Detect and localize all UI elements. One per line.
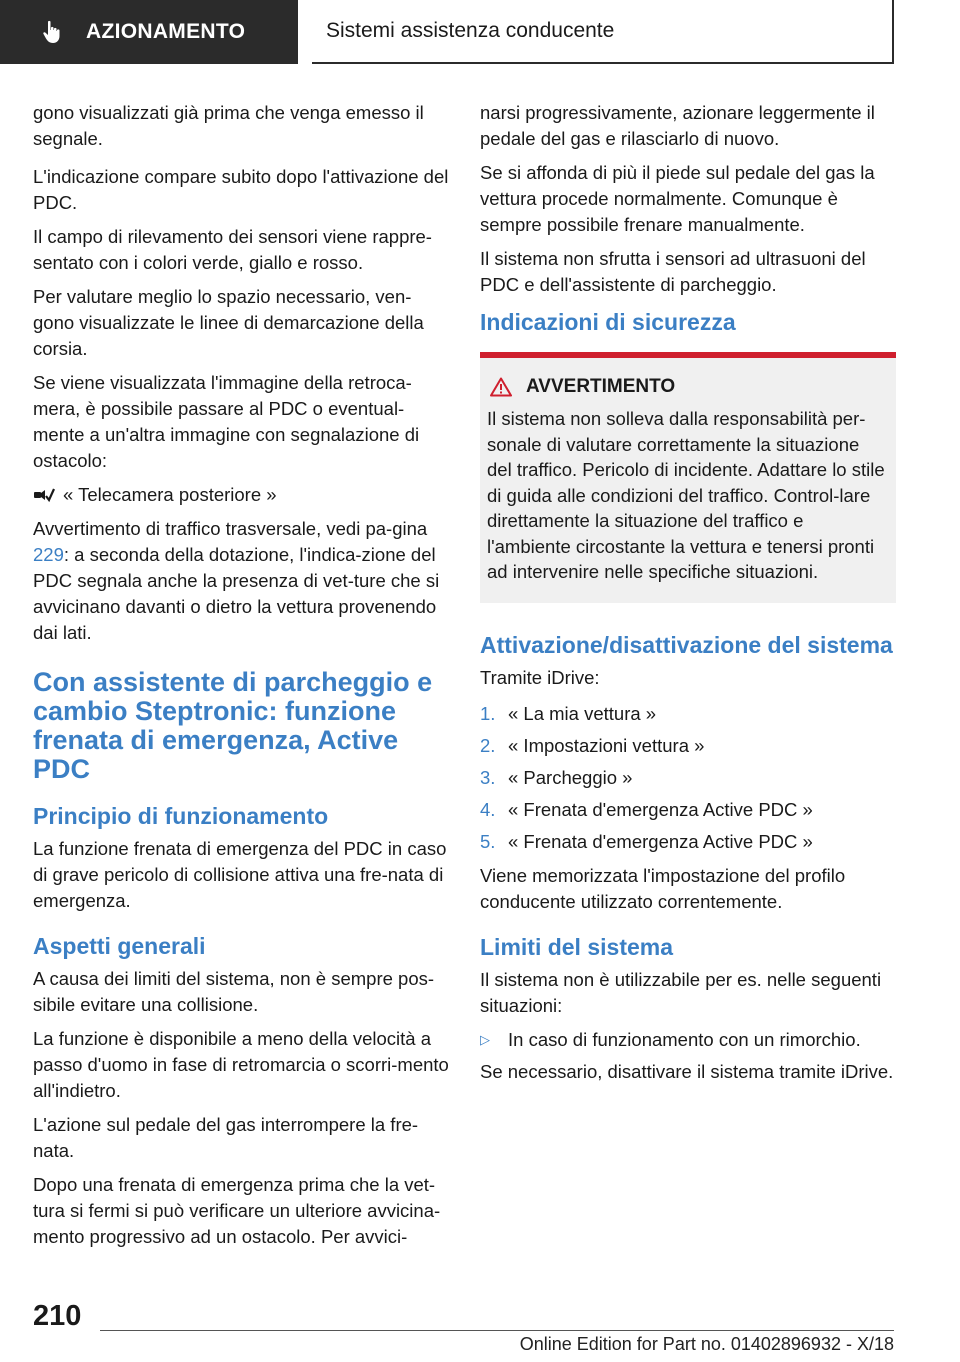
bullet-list (480, 1027, 896, 1053)
chapter-title: AZIONAMENTO (86, 20, 246, 43)
text-span: Avvertimento di traffico trasversale, vedi pa-gina (33, 518, 428, 539)
subsection-heading: Aspetti generali (33, 933, 206, 959)
list-item (480, 829, 896, 855)
subsection-heading: Principio di funzionamento (33, 803, 329, 829)
page-link[interactable]: 229 (33, 544, 64, 565)
subsection-heading: Attivazione/disattivazione del sistema (480, 631, 893, 658)
paragraph (33, 516, 449, 646)
paragraph: Il campo di rilevamento dei sensori viene rappre-sentato con i colori verde, giallo e rosso. (33, 226, 432, 273)
section-title: Sistemi assistenza conducente (326, 19, 615, 42)
step-number: 4. (480, 798, 496, 820)
steering-hand-icon (40, 19, 66, 45)
chapter-tab (0, 0, 298, 64)
page-header (0, 0, 960, 66)
paragraph: narsi progressivamente, azionare leggermente il pedale del gas e rilasciarlo di nuovo. (480, 102, 875, 149)
step-number: 1. (480, 702, 496, 724)
section-header (312, 0, 894, 64)
paragraph: Il sistema non sfrutta i sensori ad ultrasuoni del PDC e dell'assistente di parcheggio. (480, 248, 866, 295)
right-column (480, 100, 896, 1093)
step-text: « Parcheggio » (508, 766, 633, 788)
camera-option (33, 482, 449, 508)
section-heading: Con assistente di parcheggio e cambio Steptronic: funzione frenata di emergenza, Active PDC (33, 667, 433, 784)
camera-option-label: « Telecamera posteriore » (63, 484, 277, 505)
paragraph: La funzione frenata di emergenza del PDC in caso di grave pericolo di collisione attiva una fre-nata di emergenza. (33, 838, 447, 911)
paragraph: Dopo una frenata di emergenza prima che la vet-tura si fermi si può verificare un ulteriore avvicina-mento progressivo ad un ostacolo. Per avvici- (33, 1174, 441, 1247)
warning-box (480, 352, 896, 603)
step-number: 5. (480, 830, 496, 852)
subsection-heading: Indicazioni di sicurezza (480, 309, 736, 335)
step-number: 2. (480, 734, 496, 756)
step-text: « Frenata d'emergenza Active PDC » (508, 830, 813, 852)
paragraph: Tramite iDrive: (480, 666, 600, 688)
paragraph: gono visualizzati già prima che venga emesso il segnale. (33, 102, 424, 149)
left-column (33, 100, 449, 1258)
bullet-triangle-icon: ▷ (480, 1031, 490, 1047)
paragraph: A causa dei limiti del sistema, non è sempre pos-sibile evitare una collisione. (33, 968, 435, 1015)
paragraph: Se necessario, disattivare il sistema tramite iDrive. (480, 1060, 894, 1082)
list-item (480, 797, 896, 823)
paragraph: La funzione è disponibile a meno della velocità a passo d'uomo in fase di retromarcia o scorri-mento all'indietro. (33, 1028, 449, 1101)
warning-text: Il sistema non solleva dalla responsabilità per-sonale di valutare correttamente la situazione del traffico. Pericolo di incidente. Adattare lo stile di guida alle condizioni del traffico. Control-lare direttamente la situazione del traffico e l'ambiente circostante la vettura e tenersi pronti ad intervenire nelle specifiche situazioni. (487, 408, 885, 582)
footer-divider (100, 1330, 894, 1331)
paragraph: L'azione sul pedale del gas interrompere la fre-nata. (33, 1114, 419, 1161)
text-span: : a seconda della dotazione, l'indica-zione del PDC segnala anche la presenza di vet-ture che si avvicinano davanti o dietro la vettura provenendo dai lati. (33, 544, 440, 643)
list-item (480, 1027, 896, 1053)
list-item (480, 701, 896, 727)
step-number: 3. (480, 766, 496, 788)
warning-title: AVVERTIMENTO (526, 376, 676, 397)
paragraph: Per valutare meglio lo spazio necessario, ven-gono visualizzate le linee di demarcazione della corsia. (33, 286, 424, 359)
warning-header (487, 374, 888, 400)
page-number: 210 (33, 1300, 82, 1332)
subsection-heading: Limiti del sistema (480, 933, 674, 960)
paragraph: L'indicazione compare subito dopo l'attivazione del PDC. (33, 166, 449, 213)
step-text: « La mia vettura » (508, 702, 657, 724)
steps-list (480, 701, 896, 855)
warning-triangle-icon (490, 377, 512, 397)
bullet-text: In caso di funzionamento con un rimorchio. (508, 1028, 861, 1050)
edition-note: Online Edition for Part no. 01402896932 - X/18 (519, 1334, 894, 1354)
paragraph: Se si affonda di più il piede sul pedale del gas la vettura procede normalmente. Comunque è sempre possibile frenare manualmente. (480, 162, 875, 235)
rear-camera-icon (33, 486, 55, 504)
paragraph: Viene memorizzata l'impostazione del profilo conducente utilizzato correntemente. (480, 864, 846, 912)
step-text: « Impostazioni vettura » (508, 734, 705, 756)
list-item (480, 733, 896, 759)
paragraph: Se viene visualizzata l'immagine della retroca-mera, è possibile passare al PDC o eventual-mente a un'altra immagine con segnalazione di ostacolo: (33, 372, 420, 471)
paragraph: Il sistema non è utilizzabile per es. nelle seguenti situazioni: (480, 968, 882, 1016)
list-item (480, 765, 896, 791)
step-text: « Frenata d'emergenza Active PDC » (508, 798, 813, 820)
